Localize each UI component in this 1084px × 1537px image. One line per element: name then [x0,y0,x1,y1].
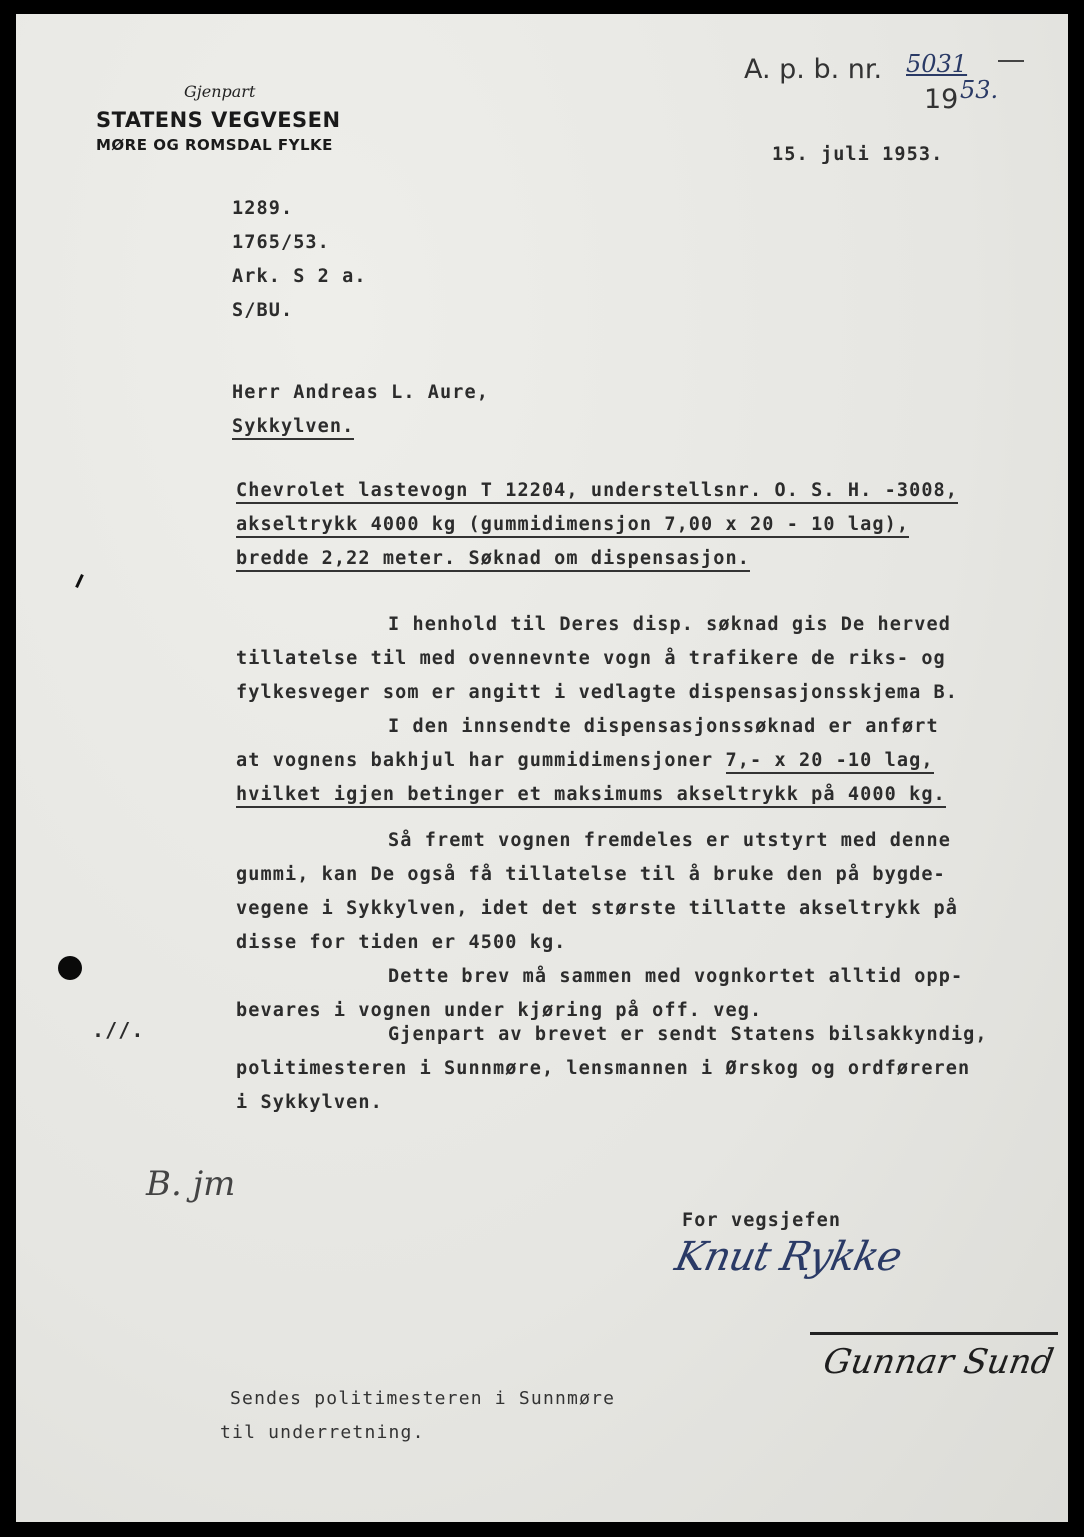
ref-line-1: 1289. [232,198,294,219]
p2-line-3: hvilket igjen betinger et maksimums akseltrykk på 4000 kg. [236,784,946,808]
ref-line-4: S/BU. [232,300,294,321]
p3-line-2: gummi, kan De også få tillatelse til å bruke den på bygde- [236,864,946,885]
signature-line [810,1332,1058,1335]
letterhead-org: STATENS VEGVESEN [96,108,341,132]
ref-line-3: Ark. S 2 a. [232,266,367,287]
stamp-strike [998,60,1024,62]
subject-line-3: bredde 2,22 meter. Søknad om dispensasjon. [236,548,750,572]
p5-line-3: i Sykkylven. [236,1092,383,1113]
p3-line-4: disse for tiden er 4500 kg. [236,932,567,953]
addressee-name: Herr Andreas L. Aure, [232,382,489,403]
stamp-year-written: 53. [960,76,999,104]
p1-line-3: fylkesveger som er angitt i vedlagte dispensasjonsskjema B. [236,682,959,703]
archive-stamp [744,54,882,85]
stamp-prefix: A. p. b. nr. [744,54,883,85]
p5-line-1: Gjenpart av brevet er sendt Statens bilsakkyndig, [388,1024,988,1045]
p2-line-2 [236,750,934,771]
ref-line-2: 1765/53. [232,232,330,253]
addressee-place: Sykkylven. [232,416,354,440]
p3-line-1: Så fremt vognen fremdeles er utstyrt med denne [388,830,951,851]
p1-line-1: I henhold til Deres disp. søknad gis De herved [388,614,951,635]
p4-line-2: bevares i vognen under kjøring på off. veg. [236,1000,763,1021]
footer-note-line-1: Sendes politimesteren i Sunnmøre [230,1388,616,1409]
stamp-year-printed: 19 [924,84,959,115]
subject-line-1: Chevrolet lastevogn T 12204, understellsnr. O. S. H. -3008, [236,480,958,504]
p3-line-3: vegene i Sykkylven, idet det største tillatte akseltrykk på [236,898,959,919]
ink-mark [75,574,84,588]
letterhead-county: MØRE OG ROMSDAL FYLKE [96,136,333,154]
signature-knut: Knut Rykke [671,1234,906,1280]
p2-line-2-text: at vognens bakhjul har gummidimensjoner [236,750,726,771]
document-page [16,14,1068,1522]
subject-line-2: akseltrykk 4000 kg (gummidimensjon 7,00 x 20 - 10 lag), [236,514,909,538]
p4-line-1: Dette brev må sammen med vognkortet alltid opp- [388,966,964,987]
copy-label: Gjenpart [184,82,256,101]
enclosure-mark: .//. [92,1018,145,1042]
closing-line: For vegsjefen [682,1210,842,1231]
p5-line-2: politimesteren i Sunnmøre, lensmannen i Ørskog og ordføreren [236,1058,971,1079]
stamp-number: 5031 [906,50,968,78]
letter-date: 15. juli 1953. [772,144,944,165]
p2-line-1: I den innsendte dispensasjonssøknad er anført [388,716,939,737]
footer-note-line-2: til underretning. [220,1422,425,1443]
signature-gunnar: Gunnar Sund [820,1342,1057,1382]
punch-hole [58,956,82,980]
p1-line-2: tillatelse til med ovennevnte vogn å trafikere de riks- og [236,648,946,669]
handwritten-initials: B. jm [146,1164,236,1204]
p2-line-2-underlined: 7,- x 20 -10 lag, [726,750,934,774]
